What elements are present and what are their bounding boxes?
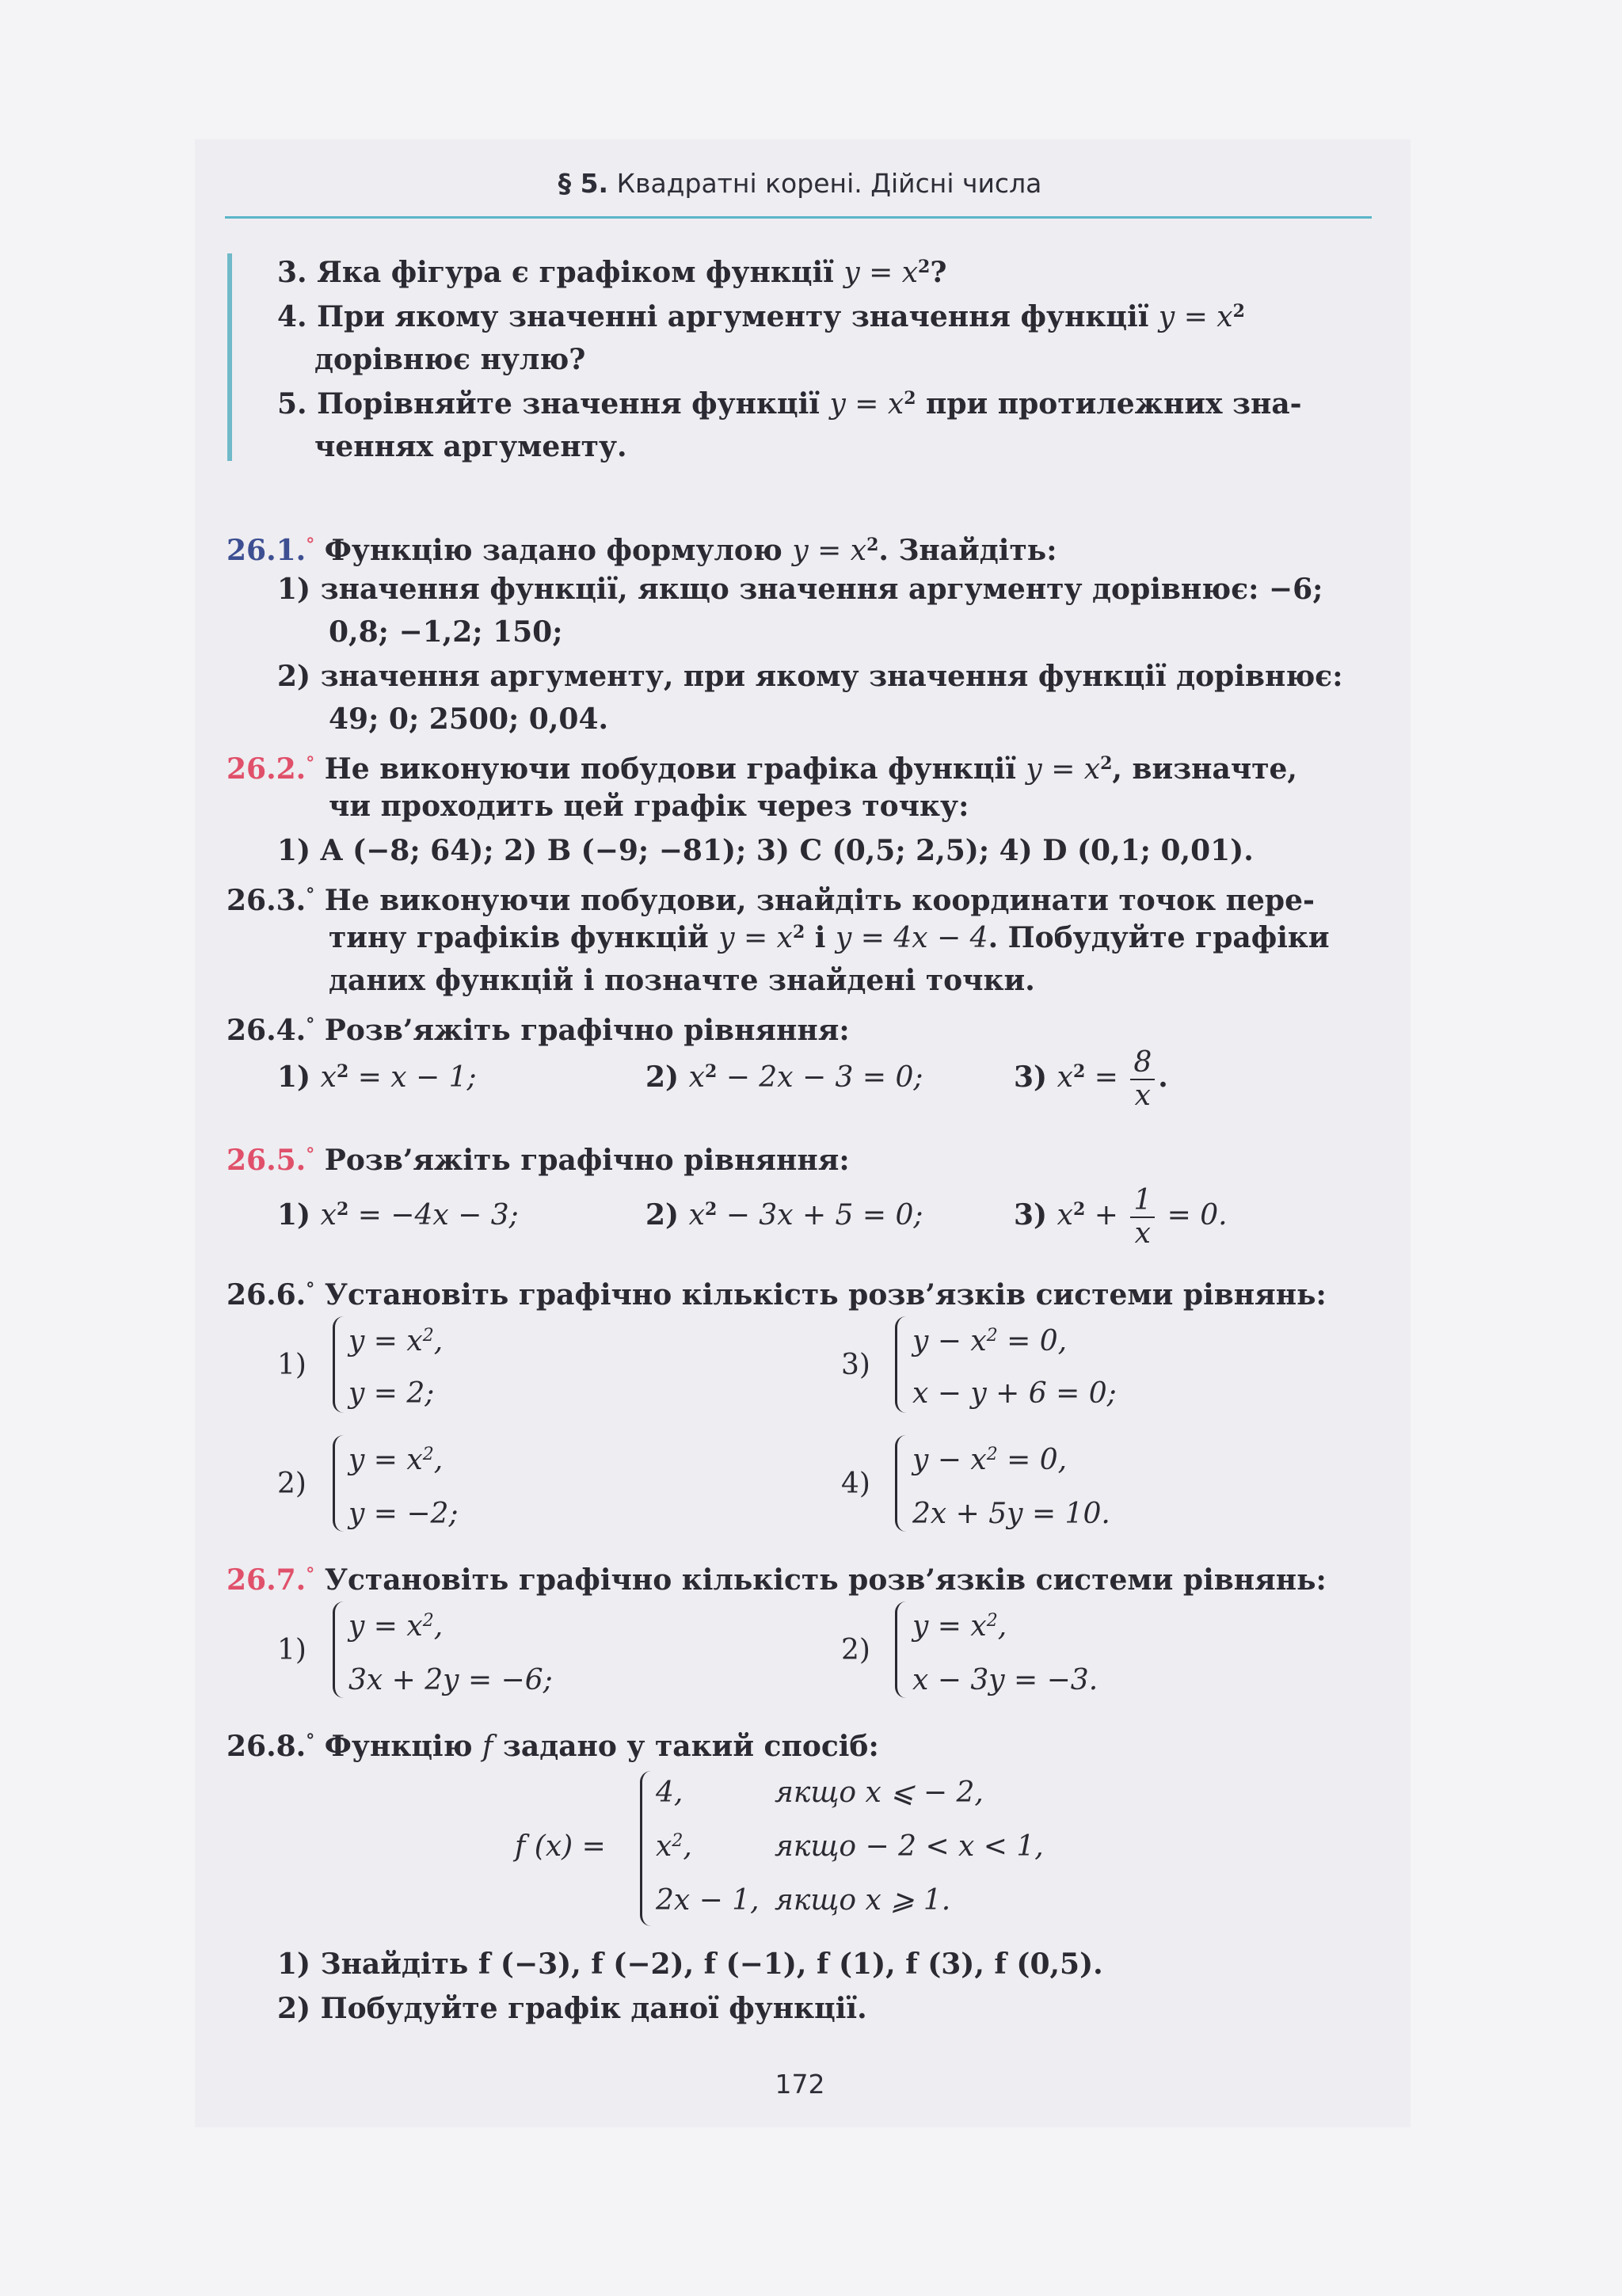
exercise-number: 26.7. [227,1563,307,1597]
exercise-number: 26.1. [227,534,307,567]
piecewise-brace [640,1771,657,1926]
exercise-number: 26.3. [227,884,307,917]
exercise-number: 26.8. [227,1730,307,1763]
case-1-condition: якщо x ⩽ − 2, [775,1776,984,1809]
exercise-26-4-eq1: 1) $x^2 = x - 1$; [277,1060,477,1094]
case-2-value: $x^2$, [656,1830,692,1863]
exercise-26-1-item1: 1) значення функції, якщо значення аргументу дорівнює: −6; [277,573,1323,606]
system-7-1-eq2: 3x + 2y = −6; [348,1664,553,1696]
system-7-1-eq1: $y = x^2$, [348,1610,444,1643]
system-1-eq1: $y = x^2$, [348,1325,444,1357]
case-3-value: 2x − 1, [656,1884,760,1917]
case-1-value: 4, [656,1776,683,1809]
exercise-26-2-head: 26.2.° Не виконуючи побудови графіка функції $y = x^2$, визначте, [227,752,1297,786]
fraction: $\frac{8}{x}$ [1130,1047,1155,1112]
system-brace [333,1435,349,1532]
system-4-eq2: 2x + 5y = 10. [912,1498,1110,1530]
question-3: 3. Яка фігура є графіком функції $y = x^2$? [277,256,947,289]
system-7-1-number: 1) [277,1634,307,1666]
question-4: 4. При якому значенні аргументу значення функції $y = x^2$ [277,300,1245,333]
page-number: 172 [775,2069,825,2100]
exercise-26-5-eq2: 2) $x^2 - 3x + 5 = 0$; [645,1198,923,1232]
exercise-26-4-head: 26.4.° Розв’яжіть графічно рівняння: [227,1014,850,1047]
system-4-number: 4) [841,1468,870,1500]
section-title: Квадратні корені. Дійсні числа [616,168,1042,199]
system-7-2-number: 2) [841,1634,870,1666]
system-1-eq2: y = 2; [348,1377,435,1410]
exercise-26-4-eq3: 3) $x^2$ = $\frac{8}{x}$ . [1014,1046,1168,1112]
exercise-number: 26.2. [227,752,307,786]
exercise-26-8-q1: 1) Знайдіть f (−3), f (−2), f (−1), f (1), f (3), f (0,5). [277,1948,1103,1981]
exercise-26-2-points: 1) A (−8; 64); 2) B (−9; −81); 3) C (0,5; 2,5); 4) D (0,1; 0,01). [277,834,1254,867]
exercise-26-4-eq2: 2) $x^2 - 2x - 3 = 0$; [645,1060,923,1094]
exercise-26-7-head: 26.7.° Установіть графічно кількість розв’язків системи рівнянь: [227,1563,1327,1597]
exercise-26-5-eq3: 3) $x^2$ + $\frac{1}{x}$ = 0. [1014,1184,1228,1250]
exercise-26-3-head: 26.3.° Не виконуючи побудови, знайдіть координати точок пере- [227,884,1315,917]
question-5-cont: ченнях аргументу. [314,430,627,463]
exercise-26-3-line3: даних функцій і позначте знайдені точки. [329,964,1035,997]
system-7-2-eq1: $y = x^2$, [912,1610,1007,1643]
exercise-26-1-item2-cont: 49; 0; 2500; 0,04. [329,703,609,736]
system-3-eq2: x − y + 6 = 0; [912,1377,1117,1410]
system-2-number: 2) [277,1468,307,1500]
exercise-26-5-head: 26.5.° Розв’яжіть графічно рівняння: [227,1144,850,1177]
exercise-26-8-head: 26.8.° Функцію f задано у такий спосіб: [227,1730,879,1763]
exercise-26-3-line2: тину графіків функцій $y = x^2$ і y = 4x − 4. Побудуйте графіки [329,921,1330,954]
exercise-number: 26.5. [227,1144,307,1177]
system-brace [895,1601,912,1698]
exercise-26-1-head: 26.1.° Функцію задано формулою $y = x^2$. Знайдіть: [227,534,1057,567]
exercise-26-2-line2: чи проходить цей графік через точку: [329,790,969,823]
question-4-cont: дорівнює нулю? [314,343,586,376]
case-2-condition: якщо − 2 < x < 1, [775,1830,1044,1863]
exercise-number: 26.6. [227,1278,307,1312]
exercise-26-8-q2: 2) Побудуйте графік даної функції. [277,1992,867,2025]
question-5: 5. Порівняйте значення функції $y = x^2$ при протилежних зна- [277,387,1302,421]
header-rule [225,216,1372,219]
system-3-eq1: $y - x^2 = 0$, [912,1325,1068,1357]
page-header [230,168,1370,214]
exercise-26-5-eq1: 1) $x^2 = -4x - 3$; [277,1198,519,1232]
questions-side-bar [227,253,232,461]
exercise-26-1-item1-cont: 0,8; −1,2; 150; [329,615,563,649]
piecewise-lhs: f (x) = [515,1830,606,1863]
system-1-number: 1) [277,1349,307,1381]
exercise-26-6-head: 26.6.° Установіть графічно кількість розв’язків системи рівнянь: [227,1278,1327,1312]
section-number: § 5. [558,168,609,199]
system-7-2-eq2: x − 3y = −3. [912,1664,1098,1696]
system-brace [333,1316,349,1413]
system-2-eq1: $y = x^2$, [348,1444,444,1476]
fraction: $\frac{1}{x}$ [1130,1185,1155,1250]
system-3-number: 3) [841,1349,870,1381]
system-brace [895,1435,912,1532]
system-2-eq2: y = −2; [348,1498,459,1530]
system-brace [333,1601,349,1698]
exercise-26-1-item2: 2) значення аргументу, при якому значення функції дорівнює: [277,660,1343,693]
system-brace [895,1316,912,1413]
exercise-number: 26.4. [227,1014,307,1047]
system-4-eq1: $y - x^2 = 0$, [912,1444,1068,1476]
case-3-condition: якщо x ⩾ 1. [775,1884,951,1917]
